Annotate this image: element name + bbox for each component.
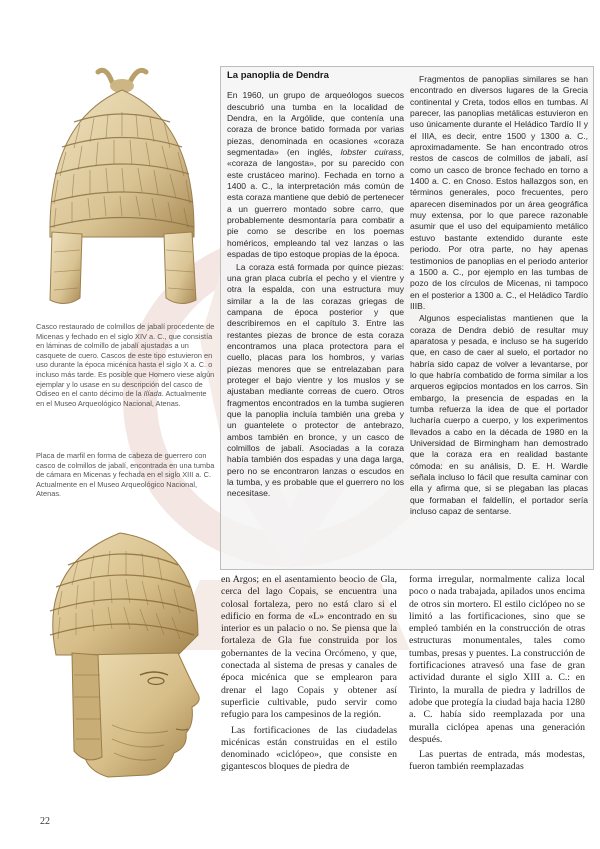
sidebar-paragraph: Fragmentos de panoplias similares se han encontrado en diversos lugares de la Grecia continental y Creta, todos ellos en tumbas. Al parecer, las panoplias metálicas estuvieron en uso únicamente durante el Heládico Tardío II y el IIIA, es decir, entre 1500 y 1300 a. C., aproximadamente. Se han encontrado otros restos de cascos de colmillos de jabalí, así como un casco de bronce fechado en torno a 1400 a. C. en Cnoso. Estos hallazgos son, en términos generales, poco frecuentes, pero aparecen diseminados por un área geográfica muy extensa, por lo que parece razonable asumir que el uso del equipamiento metálico estuvo bastante extendido durante este periodo. Por otra parte, no hay apenas testimonios de panoplias en el periodo anterior a 1500 a. C., por ejemplo en las tumbas de pozo de los círculos de Micenas, ni tampoco en el posterior a 1300 a. C., el Heládico Tardío IIIB. bbox=[410, 74, 588, 311]
sidebar-italic: lobster cuirass bbox=[340, 147, 402, 158]
body-paragraph: en Argos; en el asentamiento beocio de Gla, cerca del lago Copais, se encuentra una colosal fortaleza, pero no está claro si el edificio en forma de «L» encontrado en su interior es un palacio o no. Se piensa que la fortaleza de Gla fue construida por los gobernantes de la vecina Orcómeno, y que, conectada al sistema de presas y canales de época micénica que se emplearon para drenar el lago Copais y obtener así superficie cultivable, pudo servir como refugio para los campesinos de la región. bbox=[221, 574, 397, 721]
helmet-caption-italic: Ilíada bbox=[143, 389, 162, 399]
sidebar-paragraph bbox=[227, 90, 404, 260]
body-paragraph: Las puertas de entrada, más modestas, fueron también reemplazadas bbox=[409, 749, 585, 773]
sidebar-column-2 bbox=[410, 74, 588, 518]
sidebar-text: En 1960, un grupo de arqueólogos suecos descubrió una tumba en la localidad de Dendra, en la Argólide, que contenía una coraza de bronce batido formada por varias piezas, denominada en ocasiones «coraza segmentada» (en inglés, bbox=[227, 90, 404, 158]
sidebar-text: , «coraza de langosta», por su parecido con este crustáceo marino). Fechada en torno a 1400 a. C., la interpretación más común de esta coraza mantiene que debió de pertenecer a un guerrero montado sobre carro, que probablemente desmontaría para combatir a pie como se describe en los poemas homéricos, empleando tal vez lanzas o las espadas de tipo estoque propias de la época. bbox=[227, 147, 404, 260]
ivory-warrior-head-photo bbox=[28, 525, 218, 790]
boar-tusk-helmet-photo bbox=[30, 62, 215, 314]
helmet-caption bbox=[36, 322, 216, 408]
page-number: 22 bbox=[40, 816, 50, 827]
sidebar-column-1 bbox=[227, 70, 404, 501]
body-paragraph: forma irregular, normalmente caliza local poco o nada trabajada, apilados unos encima de otros sin mortero. El estilo ciclópeo no se limitó a las fortificaciones, sino que se empleó también en la construcción de otras estructuras monumentales, tales como tumbas, presas y puentes. La construcción de fortificaciones atravesó una fase de gran actividad durante el siglo XIII a. C.: en Tirinto, la muralla de piedra y ladrillos de adobe que protegía la ciudad baja hacia 1280 a. C. había sido reemplazada por una muralla ciclópea apenas una generación después. bbox=[409, 574, 585, 745]
sidebar-title: La panoplia de Dendra bbox=[227, 70, 329, 81]
plaque-caption: Placa de marfil en forma de cabeza de guerrero con casco de colmillos de jabalí, encontrada en una tumba de cámara en Micenas y fechada en el siglo XIII a. C. Actualmente en el Museo Arqueológico Nacional, Atenas. bbox=[36, 451, 215, 499]
helmet-caption-text: Casco restaurado de colmillos de jabalí procedente de Micenas y fechado en el siglo XIV a. C., que consistía en láminas de colmillo de jabalí ajustadas a un casquete de cuero. Cascos de este tipo estuvieron en uso durante la época micénica hasta el siglo X a. C. o incluso más tarde. Es posible que Homero viese algún ejemplar y lo usase en su descripción del casco de Odiseo en el canto décimo de la bbox=[36, 322, 215, 399]
body-paragraph: Las fortificaciones de las ciudadelas micénicas están construidas en el estilo denominado «ciclópeo», que consiste en gigantescos bloques de piedra de bbox=[221, 724, 397, 773]
helmet-caption-end: . Actualmente en el Museo Arqueológico Nacional, Atenas. bbox=[36, 389, 207, 408]
body-column-2 bbox=[409, 574, 585, 777]
sidebar-paragraph: La coraza está formada por quince piezas: una gran placa cubría el pecho y el vientre y otra la espalda, con una estructura muy similar a la de las corazas griegas de campana de época posterior y que describiremos en el capítulo 3. Entre las restantes piezas de bronce de esta coraza encontramos una placa protectora para el cuello, placas para los hombros, y varias piezas menores que se entrelazaban para proteger el bajo vientre y los muslos y se ajustaban mediante correas de cuero. Otros fragmentos encontrados en la tumba sugieren que la panoplia incluía también una greba y un guantelete o protector de antebrazo, ambos también en bronce, y un casco de colmillos de jabalí. Asociadas a la coraza había también dos espadas y una daga larga, pero no se encontraron lanzas o escudos en la tumba, y es probable que el guerrero no los necesitase. bbox=[227, 261, 404, 499]
sidebar-paragraph: Algunos especialistas mantienen que la coraza de Dendra debió de resultar muy aparatosa y pesada, e incluso se ha sugerido que, en caso de caer al suelo, el portador no habría sido capaz de volver a levantarse, por lo que habría combatido de forma similar a los arqueros egipcios montados en los carros. Sin embargo, la presencia de espadas en la tumba refuerza la idea de que el portador lucharía cuerpo a cuerpo, y los experimentos llevados a cabo en la década de 1980 en la Universidad de Birmingham han demostrado que la coraza era en realidad bastante cómoda: en su análisis, D. E. H. Wardle señala incluso lo fácil que resulta caminar con ella y afirma que, si se plegaban las placas que formaban el faldellín, el portador sería incluso capaz de sentarse. bbox=[410, 313, 588, 517]
body-column-1 bbox=[221, 574, 397, 777]
